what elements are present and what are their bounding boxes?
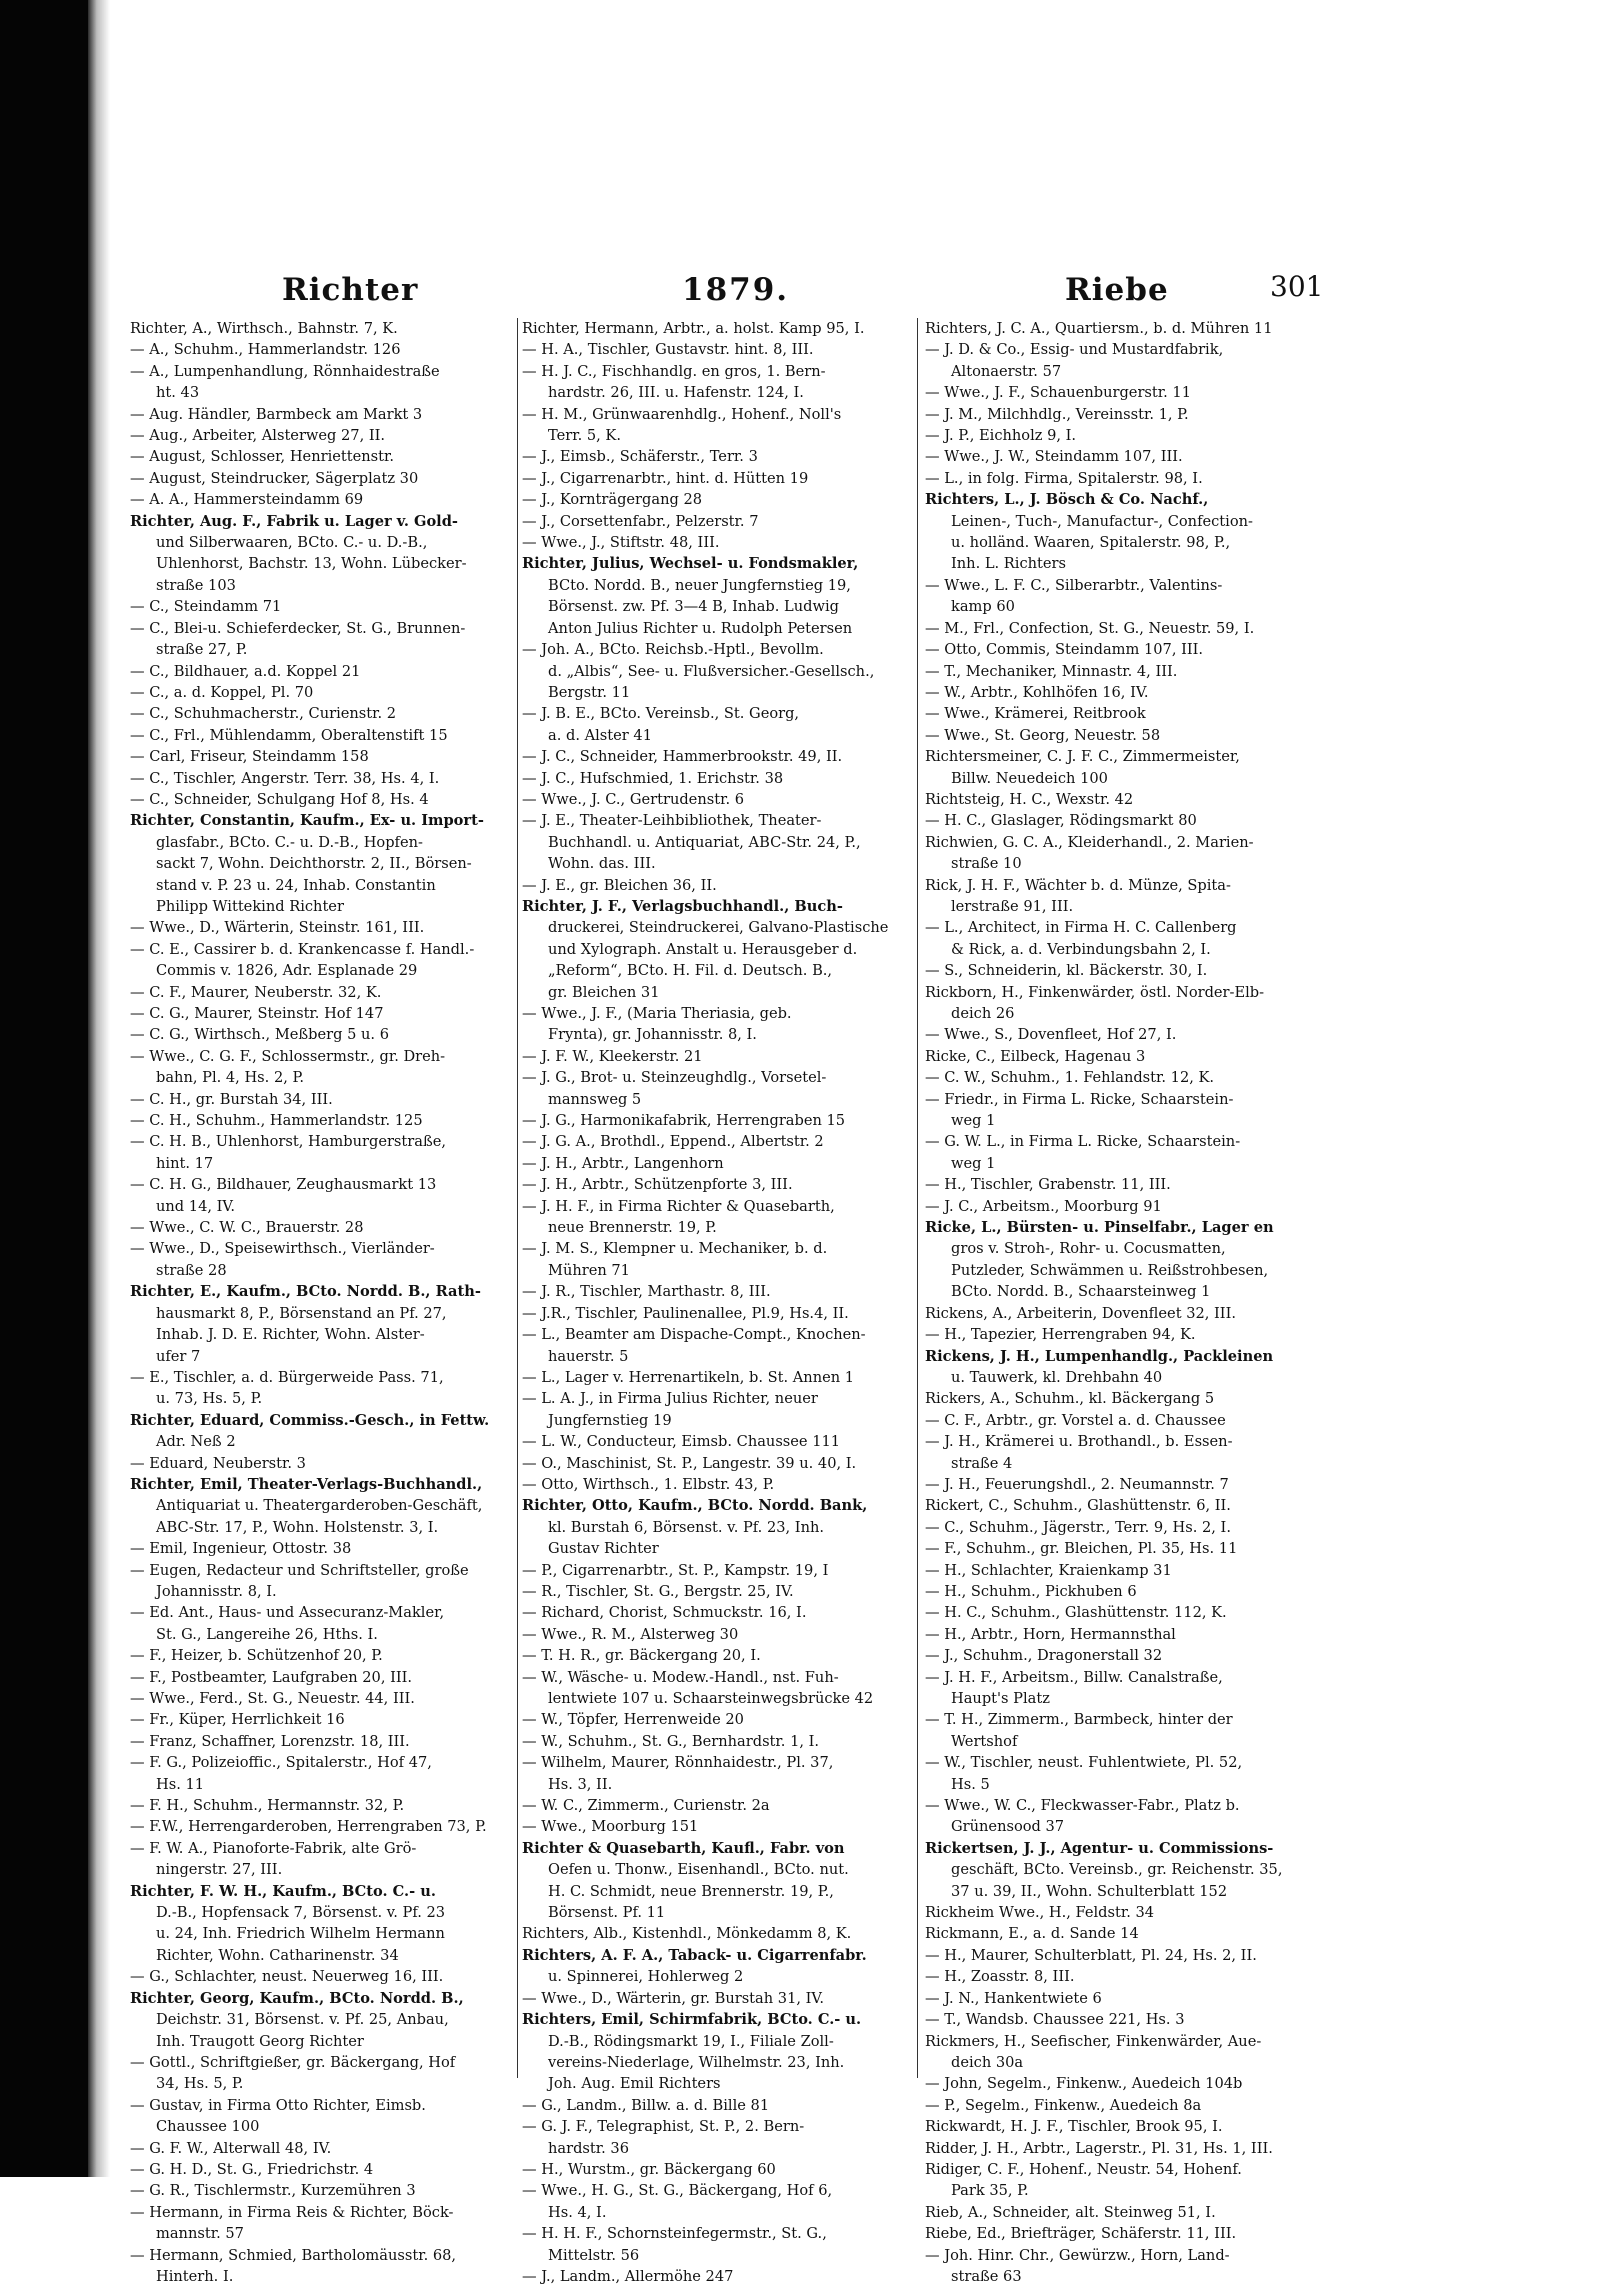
directory-entry-line: Richters, L., J. Bösch & Co. Nachf., (925, 491, 1209, 509)
directory-entry-line: ht. 43 (156, 384, 200, 402)
directory-entry-line: — J. H., Arbtr., Schützenpforte 3, III. (522, 1176, 793, 1194)
directory-entry-line: neue Brennerstr. 19, P. (548, 1219, 717, 1237)
directory-entry-line: — C. F., Maurer, Neuberstr. 32, K. (130, 983, 382, 1001)
directory-entry-line: Inh. L. Richters (951, 555, 1067, 573)
directory-entry-line: Uhlenhorst, Bachstr. 13, Wohn. Lübecker- (156, 555, 467, 573)
directory-entry-line: H. C. Schmidt, neue Brennerstr. 19, P., (548, 1882, 834, 1900)
directory-entry-line: Richter & Quasebarth, Kaufl., Fabr. von (522, 1839, 845, 1857)
header-year: 1879. (682, 272, 790, 308)
directory-entry-line: — H., Schlachter, Kraienkamp 31 (925, 1561, 1172, 1579)
directory-entry-line: Richters, Emil, Schirmfabrik, BCto. C.- u. (522, 2011, 862, 2029)
directory-entry-line: Richter, Georg, Kaufm., BCto. Nordd. B., (130, 1989, 464, 2007)
directory-entry-line: & Rick, a. d. Verbindungsbahn 2, I. (951, 940, 1211, 958)
directory-entry-line: kl. Burstah 6, Börsenst. v. Pf. 23, Inh. (548, 1518, 825, 1536)
directory-entry-line: Ridiger, C. F., Hohenf., Neustr. 54, Hohenf. (925, 2160, 1242, 2178)
directory-entry-line: — Wwe., J. W., Steindamm 107, III. (925, 448, 1183, 466)
directory-entry-line: ningerstr. 27, III. (156, 1861, 283, 1879)
directory-entry-line: Commis v. 1826, Adr. Esplanade 29 (156, 962, 418, 980)
directory-entry-line: — J., Kornträgergang 28 (522, 491, 703, 509)
directory-entry-line: — G. R., Tischlermstr., Kurzemühren 3 (130, 2182, 416, 2200)
directory-entry-line: hint. 17 (156, 1154, 214, 1172)
directory-entry-line: Richter, Wohn. Catharinenstr. 34 (156, 1946, 399, 1964)
directory-entry-line: Wertshof (951, 1732, 1018, 1750)
directory-entry-line: — Emil, Ingenieur, Ottostr. 38 (130, 1540, 352, 1558)
directory-entry-line: — C., a. d. Koppel, Pl. 70 (130, 683, 314, 701)
directory-entry-line: — Friedr., in Firma L. Ricke, Schaarstein- (925, 1090, 1234, 1108)
directory-entry-line: gr. Bleichen 31 (548, 983, 660, 1001)
header-right-keyword: Riebe (1065, 272, 1169, 308)
directory-entry-line: — A., Lumpenhandlung, Rönnhaidestraße (130, 362, 440, 380)
directory-entry-line: Richter, J. F., Verlagsbuchhandl., Buch- (522, 897, 843, 915)
directory-entry-line: — J. H., Krämerei u. Brothandl., b. Essen- (925, 1433, 1233, 1451)
directory-entry-line: — J. G., Brot- u. Steinzeughdlg., Vorsetel- (522, 1069, 827, 1087)
directory-entry-line: — C. H. B., Uhlenhorst, Hamburgerstraße, (130, 1133, 446, 1151)
directory-entry-line: — Wwe., Ferd., St. G., Neuestr. 44, III. (130, 1690, 415, 1707)
directory-entry-line: BCto. Nordd. B., Schaarsteinweg 1 (951, 1283, 1211, 1301)
directory-entry-line: — G. W. L., in Firma L. Ricke, Schaarstein- (925, 1133, 1241, 1151)
directory-entry-line: lentwiete 107 u. Schaarsteinwegsbrücke 42 (548, 1690, 874, 1707)
directory-entry-line: — J. E., gr. Bleichen 36, II. (522, 876, 717, 894)
directory-entry-line: Ricke, C., Eilbeck, Hagenau 3 (925, 1047, 1146, 1065)
directory-entry-line: St. G., Langereihe 26, Hths. I. (156, 1625, 378, 1643)
directory-entry-line: u. Spinnerei, Hohlerweg 2 (548, 1968, 744, 1986)
directory-entry-line: — J. G. A., Brothdl., Eppend., Albertstr. 2 (522, 1133, 824, 1151)
directory-entry-line: Anton Julius Richter u. Rudolph Petersen (548, 619, 853, 637)
directory-entry-line: — Wwe., St. Georg, Neuestr. 58 (925, 726, 1161, 744)
directory-entry-line: — J., Cigarrenarbtr., hint. d. Hütten 19 (522, 469, 809, 487)
directory-entry-line: — J. E., Theater-Leihbibliothek, Theater- (522, 812, 822, 830)
directory-entry-line: glasfabr., BCto. C.- u. D.-B., Hopfen- (156, 833, 423, 851)
directory-entry-line: — Gustav, in Firma Otto Richter, Eimsb. (130, 2096, 426, 2114)
directory-entry-line: — A. A., Hammersteindamm 69 (130, 491, 364, 509)
directory-entry-line: — C., Steindamm 71 (130, 598, 282, 616)
directory-entry-line: Joh. Aug. Emil Richters (548, 2075, 721, 2093)
directory-entry-line: — J., Schuhm., Dragonerstall 32 (925, 1647, 1163, 1665)
directory-entry-line: Richter, Hermann, Arbtr., a. holst. Kamp 95, I. (522, 320, 865, 337)
directory-entry-line: mannstr. 57 (156, 2225, 244, 2243)
directory-entry-line: — T., Mechaniker, Minnastr. 4, III. (925, 662, 1178, 680)
directory-entry-line: Wohn. das. III. (548, 855, 656, 873)
directory-entry-line: — F. G., Polizeioffic., Spitalerstr., Hof 47, (130, 1754, 432, 1772)
directory-entry-line: — C. E., Cassirer b. d. Krankencasse f. Handl.- (130, 940, 475, 958)
column-divider (917, 318, 918, 2078)
directory-entry-line: Ridder, J. H., Arbtr., Lagerstr., Pl. 31, Hs. 1, III. (925, 2139, 1273, 2157)
directory-entry-line: Hs. 5 (951, 1775, 990, 1793)
directory-entry-line: — Eduard, Neuberstr. 3 (130, 1454, 306, 1472)
directory-entry-line: — J. M. S., Klempner u. Mechaniker, b. d. (522, 1240, 828, 1258)
directory-entry-line: — T., Wandsb. Chaussee 221, Hs. 3 (925, 2011, 1185, 2029)
directory-entry-line: — Carl, Friseur, Steindamm 158 (130, 748, 369, 766)
directory-entry-line: Mühren 71 (548, 1261, 630, 1279)
directory-entry-line: — Wwe., D., Wärterin, Steinstr. 161, III. (130, 919, 425, 937)
directory-entry-line: Buchhandl. u. Antiquariat, ABC-Str. 24, P., (548, 833, 861, 851)
directory-entry-line: Ricke, L., Bürsten- u. Pinselfabr., Lager en (925, 1219, 1274, 1237)
directory-entry-line: — G., Landm., Billw. a. d. Bille 81 (522, 2096, 770, 2114)
directory-entry-line: und Xylograph. Anstalt u. Herausgeber d. (548, 940, 858, 958)
directory-entry-line: Richter, E., Kaufm., BCto. Nordd. B., Rath- (130, 1283, 481, 1301)
directory-entry-line: straße 4 (951, 1454, 1013, 1472)
directory-entry-line: — G. F. W., Alterwall 48, IV. (130, 2139, 332, 2157)
directory-entry-line: — J. D. & Co., Essig- und Mustardfabrik, (925, 341, 1224, 359)
directory-entry-line: — Fr., Küper, Herrlichkeit 16 (130, 1711, 345, 1729)
directory-entry-line: Hs. 4, I. (548, 2203, 607, 2221)
directory-entry-line: — Wwe., W. C., Fleckwasser-Fabr., Platz b. (925, 1797, 1240, 1815)
directory-entry-line: — Wwe., C. G. F., Schlossermstr., gr. Dreh- (130, 1047, 446, 1065)
directory-entry-line: — C., Schuhmacherstr., Curienstr. 2 (130, 705, 397, 723)
directory-entry-line: — Hermann, Schmied, Bartholomäusstr. 68, (130, 2246, 457, 2264)
directory-entry-line: hausmarkt 8, P., Börsenstand an Pf. 27, (156, 1304, 447, 1322)
directory-entry-line: — Joh. Hinr. Chr., Gewürzw., Horn, Land- (925, 2246, 1230, 2264)
directory-entry-line: — Wilhelm, Maurer, Rönnhaidestr., Pl. 37, (522, 1754, 834, 1772)
directory-entry-line: Rickert, C., Schuhm., Glashüttenstr. 6, II. (925, 1497, 1231, 1515)
page-number: 301 (1270, 270, 1324, 303)
directory-entry-line: — J., Corsettenfabr., Pelzerstr. 7 (522, 512, 759, 530)
directory-entry-line: hardstr. 26, III. u. Hafenstr. 124, I. (548, 384, 804, 402)
directory-entry-line: — H. A., Tischler, Gustavstr. hint. 8, III. (522, 341, 814, 359)
directory-entry-line: — R., Tischler, St. G., Bergstr. 25, IV. (522, 1582, 794, 1600)
directory-entry-line: Grünensood 37 (951, 1818, 1065, 1836)
directory-entry-line: — L., Architect, in Firma H. C. Callenberg (925, 919, 1237, 937)
directory-entry-line: — Wwe., R. M., Alsterweg 30 (522, 1625, 739, 1643)
directory-entry-line: Richter, Otto, Kaufm., BCto. Nordd. Bank, (522, 1497, 868, 1515)
directory-entry-line: — Otto, Wirthsch., 1. Elbstr. 43, P. (522, 1475, 775, 1493)
directory-entry-line: — Wwe., S., Dovenfleet, Hof 27, I. (925, 1026, 1177, 1044)
directory-entry-line: — J. G., Harmonikafabrik, Herrengraben 15 (522, 1112, 846, 1130)
directory-entry-line: und 14, IV. (156, 1197, 236, 1215)
directory-entry-line: straße 63 (951, 2267, 1022, 2285)
directory-entry-line: — J. M., Milchhdlg., Vereinsstr. 1, P. (925, 405, 1189, 423)
directory-entry-line: D.-B., Rödingsmarkt 19, I., Filiale Zoll- (548, 2032, 834, 2050)
directory-entry-line: — C., Schuhm., Jägerstr., Terr. 9, Hs. 2, I. (925, 1518, 1231, 1536)
directory-entry-line: — T. H. R., gr. Bäckergang 20, I. (522, 1647, 761, 1665)
directory-entry-line: sackt 7, Wohn. Deichthorstr. 2, II., Börsen- (156, 855, 472, 873)
directory-entry-line: — F., Postbeamter, Laufgraben 20, III. (130, 1668, 413, 1686)
directory-entry-line: — E., Tischler, a. d. Bürgerweide Pass. 71, (130, 1368, 444, 1386)
directory-entry-line: — C. H., Schuhm., Hammerlandstr. 125 (130, 1112, 423, 1130)
directory-entry-line: Haupt's Platz (951, 1690, 1050, 1707)
directory-entry-line: weg 1 (951, 1154, 996, 1172)
directory-entry-line: Rickwardt, H. J. F., Tischler, Brook 95, I. (925, 2118, 1223, 2136)
scan-black-margin (0, 0, 88, 2177)
directory-entry-line: gros v. Stroh-, Rohr- u. Cocusmatten, (951, 1240, 1226, 1258)
directory-entry-line: ufer 7 (156, 1347, 201, 1365)
directory-entry-line: Richtersmeiner, C. J. F. C., Zimmermeister, (925, 748, 1240, 766)
directory-entry-line: Richter, Aug. F., Fabrik u. Lager v. Gold- (130, 512, 458, 530)
directory-entry-line: — Franz, Schaffner, Lorenzstr. 18, III. (130, 1732, 410, 1750)
directory-entry-line: — Wwe., H. G., St. G., Bäckergang, Hof 6, (522, 2182, 833, 2200)
directory-entry-line: — August, Schlosser, Henriettenstr. (130, 448, 395, 466)
directory-entry-line: — Wwe., J. C., Gertrudenstr. 6 (522, 790, 745, 808)
directory-entry-line: deich 30a (951, 2053, 1024, 2071)
directory-entry-line: Rieb, A., Schneider, alt. Steinweg 51, I. (925, 2203, 1216, 2221)
directory-entry-line: — P., Cigarrenarbtr., St. P., Kampstr. 19, I (522, 1561, 829, 1579)
directory-entry-line: und Silberwaaren, BCto. C.- u. D.-B., (156, 534, 428, 552)
directory-entry-line: — M., Frl., Confection, St. G., Neuestr. 59, I. (925, 619, 1255, 637)
directory-entry-line: u. 73, Hs. 5, P. (156, 1390, 263, 1408)
directory-entry-line: — Eugen, Redacteur und Schriftsteller, große (130, 1561, 469, 1579)
directory-entry-line: — C., Blei-u. Schieferdecker, St. G., Brunnen- (130, 619, 466, 637)
directory-entry-line: — August, Steindrucker, Sägerplatz 30 (130, 469, 419, 487)
directory-entry-line: — Aug., Arbeiter, Alsterweg 27, II. (130, 427, 386, 445)
directory-entry-line: — Wwe., L. F. C., Silberarbtr., Valentins- (925, 576, 1223, 594)
directory-entry-line: — A., Schuhm., Hammerlandstr. 126 (130, 341, 401, 359)
directory-entry-line: — F.W., Herrengarderoben, Herrengraben 73, P. (130, 1818, 487, 1836)
directory-entry-line: vereins-Niederlage, Wilhelmstr. 23, Inh. (548, 2053, 845, 2071)
directory-entry-line: — J. C., Schneider, Hammerbrookstr. 49, II. (522, 748, 843, 766)
directory-entry-line: Philipp Wittekind Richter (156, 897, 344, 915)
directory-entry-line: Richter, F. W. H., Kaufm., BCto. C.- u. (130, 1882, 436, 1900)
directory-entry-line: 37 u. 39, II., Wohn. Schulterblatt 152 (951, 1882, 1228, 1900)
directory-entry-line: Hs. 11 (156, 1775, 205, 1793)
directory-entry-line: — C. H. G., Bildhauer, Zeughausmarkt 13 (130, 1176, 437, 1194)
directory-entry-line: — H. M., Grünwaarenhdlg., Hohenf., Noll's (522, 405, 842, 423)
directory-entry-line: — Wwe., J. F., (Maria Theriasia, geb. (522, 1005, 792, 1022)
directory-entry-line: Rickmers, H., Seefischer, Finkenwärder, Aue- (925, 2032, 1262, 2050)
directory-entry-line: — H. H. F., Schornsteinfegermstr., St. G., (522, 2225, 827, 2243)
directory-entry-line: — Joh. A., BCto. Reichsb.-Hptl., Bevollm. (522, 641, 824, 659)
directory-entry-line: — C. W., Schuhm., 1. Fehlandstr. 12, K. (925, 1069, 1215, 1087)
directory-entry-line: — Wwe., J., Stiftstr. 48, III. (522, 534, 720, 552)
directory-entry-line: hauerstr. 5 (548, 1347, 629, 1365)
directory-entry-line: — John, Segelm., Finkenw., Auedeich 104b (925, 2075, 1243, 2093)
directory-entry-line: — Wwe., Moorburg 151 (522, 1818, 699, 1836)
directory-entry-line: geschäft, BCto. Vereinsb., gr. Reichenstr. 35, (951, 1861, 1283, 1879)
directory-entry-line: Billw. Neuedeich 100 (951, 769, 1108, 787)
directory-entry-line: Jungfernstieg 19 (548, 1411, 672, 1429)
directory-entry-line: Rickertsen, J. J., Agentur- u. Commissions- (925, 1839, 1274, 1857)
directory-entry-line: Inhab. J. D. E. Richter, Wohn. Alster- (156, 1326, 425, 1344)
directory-entry-line: Deichstr. 31, Börsenst. v. Pf. 25, Anbau, (156, 2011, 449, 2029)
directory-entry-line: — C., Tischler, Angerstr. Terr. 38, Hs. 4, I. (130, 769, 440, 787)
directory-entry-line: — J. C., Arbeitsm., Moorburg 91 (925, 1197, 1162, 1215)
directory-entry-line: — Wwe., D., Wärterin, gr. Burstah 31, IV. (522, 1989, 825, 2007)
directory-entry-line: Adr. Neß 2 (156, 1433, 236, 1451)
directory-entry-line: straße 10 (951, 855, 1022, 873)
directory-entry-line: Rick, J. H. F., Wächter b. d. Münze, Spita- (925, 876, 1231, 894)
directory-entry-line: — W. C., Zimmerm., Curienstr. 2a (522, 1797, 770, 1815)
directory-entry-line: straße 27, P. (156, 641, 248, 659)
directory-entry-line: — G. H. D., St. G., Friedrichstr. 4 (130, 2160, 374, 2178)
directory-entry-line: — L., Lager v. Herrenartikeln, b. St. Annen 1 (522, 1368, 855, 1386)
header-left-keyword: Richter (282, 272, 419, 308)
directory-entry-line: Putzleder, Schwämmen u. Reißstrohbesen, (951, 1261, 1269, 1279)
directory-entry-line: stand v. P. 23 u. 24, Inhab. Constantin (156, 876, 436, 894)
directory-entry-line: — Aug. Händler, Barmbeck am Markt 3 (130, 405, 423, 423)
directory-entry-line: 34, Hs. 5, P. (156, 2075, 244, 2093)
directory-entry-line: Johannisstr. 8, I. (156, 1582, 277, 1600)
directory-entry-line: Börsenst. zw. Pf. 3—4 B, Inhab. Ludwig (548, 598, 839, 616)
directory-entry-line: — J. B. E., BCto. Vereinsb., St. Georg, (522, 705, 800, 723)
directory-entry-line: Richter, Julius, Wechsel- u. Fondsmakler, (522, 555, 859, 573)
directory-entry-line: — Richard, Chorist, Schmuckstr. 16, I. (522, 1604, 807, 1622)
directory-entry-line: Riebe, Ed., Briefträger, Schäferstr. 11, III. (925, 2225, 1237, 2243)
directory-entry-line: — J. H. F., in Firma Richter & Quasebarth, (522, 1197, 835, 1215)
directory-entry-line: Mittelstr. 56 (548, 2246, 640, 2264)
directory-entry-line: Rickers, A., Schuhm., kl. Bäckergang 5 (925, 1390, 1215, 1408)
directory-entry-line: — L., Beamter am Dispache-Compt., Knochen- (522, 1326, 866, 1344)
directory-entry-line: — C. G., Maurer, Steinstr. Hof 147 (130, 1005, 384, 1022)
directory-entry-line: „Reform“, BCto. H. Fil. d. Deutsch. B., (548, 962, 833, 980)
directory-entry-line: — W., Tischler, neust. Fuhlentwiete, Pl. 52, (925, 1754, 1243, 1772)
directory-entry-line: — L. A. J., in Firma Julius Richter, neuer (522, 1390, 818, 1408)
directory-entry-line: druckerei, Steindruckerei, Galvano-Plastische (548, 919, 889, 937)
directory-entry-line: lerstraße 91, III. (951, 897, 1074, 915)
directory-entry-line: Rickens, J. H., Lumpenhandlg., Packleinen (925, 1347, 1274, 1365)
directory-entry-line: — F., Schuhm., gr. Bleichen, Pl. 35, Hs. 11 (925, 1540, 1238, 1558)
directory-entry-line: — W., Schuhm., St. G., Bernhardstr. 1, I. (522, 1732, 820, 1750)
page-header (130, 272, 1325, 322)
directory-entry-line: weg 1 (951, 1112, 996, 1130)
directory-entry-line: Richter, Emil, Theater-Verlags-Buchhandl., (130, 1475, 483, 1493)
directory-entry-line: Frynta), gr. Johannisstr. 8, I. (548, 1026, 757, 1044)
directory-entry-line: straße 28 (156, 1261, 227, 1279)
directory-entry-line: — Hermann, in Firma Reis & Richter, Böck- (130, 2203, 454, 2221)
directory-entry-line: — H., Schuhm., Pickhuben 6 (925, 1582, 1137, 1600)
column-divider (517, 318, 518, 2078)
directory-entry-line: — W., Töpfer, Herrenweide 20 (522, 1711, 744, 1729)
directory-entry-line: Börsenst. Pf. 11 (548, 1904, 666, 1922)
directory-entry-line: Inh. Traugott Georg Richter (156, 2032, 364, 2050)
directory-entry-line: — J., Eimsb., Schäferstr., Terr. 3 (522, 448, 758, 466)
directory-entry-line: — J. F. W., Kleekerstr. 21 (522, 1047, 703, 1065)
directory-entry-line: BCto. Nordd. B., neuer Jungfernstieg 19, (548, 576, 851, 594)
directory-entry-line: kamp 60 (951, 598, 1015, 616)
directory-entry-line: — H., Tischler, Grabenstr. 11, III. (925, 1176, 1171, 1194)
directory-entry-line: straße 103 (156, 576, 236, 594)
directory-entry-line: — H. J. C., Fischhandlg. en gros, 1. Bern- (522, 362, 826, 380)
directory-entry-line: u. holländ. Waaren, Spitalerstr. 98, P., (951, 534, 1231, 552)
directory-entry-line: — H., Tapezier, Herrengraben 94, K. (925, 1326, 1196, 1344)
directory-entry-line: — L., in folg. Firma, Spitalerstr. 98, I. (925, 469, 1203, 487)
directory-entry-line: Richter, Eduard, Commiss.-Gesch., in Fettw. (130, 1411, 490, 1429)
directory-entry-line: Park 35, P. (951, 2182, 1029, 2200)
directory-entry-line: — J. R., Tischler, Marthastr. 8, III. (522, 1283, 771, 1301)
directory-entry-line: Bergstr. 11 (548, 683, 631, 701)
directory-column-1 (130, 318, 510, 2285)
directory-entry-line: Rickborn, H., Finkenwärder, östl. Norder-Elb- (925, 983, 1265, 1001)
directory-entry-line: — W., Wäsche- u. Modew.-Handl., nst. Fuh- (522, 1668, 839, 1686)
directory-entry-line: — C., Frl., Mühlendamm, Oberaltenstift 15 (130, 726, 448, 744)
directory-entry-line: Richtsteig, H. C., Wexstr. 42 (925, 790, 1134, 808)
directory-entry-line: — H., Zoasstr. 8, III. (925, 1968, 1075, 1986)
directory-entry-line: a. d. Alster 41 (548, 726, 652, 744)
directory-entry-line: — J. N., Hankentwiete 6 (925, 1989, 1102, 2007)
directory-entry-line: — C. G., Wirthsch., Meßberg 5 u. 6 (130, 1026, 389, 1044)
directory-entry-line: — W., Arbtr., Kohlhöfen 16, IV. (925, 683, 1149, 701)
directory-entry-line: — F. W. A., Pianoforte-Fabrik, alte Grö- (130, 1839, 417, 1857)
directory-entry-line: hardstr. 36 (548, 2139, 629, 2157)
directory-entry-line: — J. C., Hufschmied, 1. Erichstr. 38 (522, 769, 784, 787)
directory-entry-line: deich 26 (951, 1005, 1015, 1022)
directory-entry-line: Altonaerstr. 57 (951, 362, 1062, 380)
directory-entry-line: — J. H., Feuerungshdl., 2. Neumannstr. 7 (925, 1475, 1229, 1493)
directory-entry-line: Richwien, G. C. A., Kleiderhandl., 2. Marien- (925, 833, 1254, 851)
directory-entry-line: — H. C., Glaslager, Rödingsmarkt 80 (925, 812, 1197, 830)
directory-entry-line: bahn, Pl. 4, Hs. 2, P. (156, 1069, 305, 1087)
directory-entry-line: Rickmann, E., a. d. Sande 14 (925, 1925, 1139, 1943)
directory-entry-line: — C. H., gr. Burstah 34, III. (130, 1090, 333, 1108)
directory-entry-line: Antiquariat u. Theatergarderoben-Geschäft, (156, 1497, 483, 1515)
directory-entry-line: Hs. 3, II. (548, 1775, 613, 1793)
directory-entry-line: — Wwe., J. F., Schauenburgerstr. 11 (925, 384, 1191, 402)
directory-entry-line: — Otto, Commis, Steindamm 107, III. (925, 641, 1204, 659)
directory-entry-line: — G., Schlachter, neust. Neuerweg 16, III. (130, 1968, 444, 1986)
directory-entry-line: — S., Schneiderin, kl. Bäckerstr. 30, I. (925, 962, 1208, 980)
directory-entry-line: mannsweg 5 (548, 1090, 642, 1108)
directory-entry-line: Richters, Alb., Kistenhdl., Mönkedamm 8, K. (522, 1925, 852, 1943)
page-gutter-shadow (88, 0, 110, 2177)
directory-column-3 (925, 318, 1305, 2285)
directory-entry-line: — C., Bildhauer, a.d. Koppel 21 (130, 662, 361, 680)
directory-entry-line: Richters, A. F. A., Taback- u. Cigarrenfabr. (522, 1946, 867, 1964)
directory-entry-line: — J. H. F., Arbeitsm., Billw. Canalstraße, (925, 1668, 1223, 1686)
directory-entry-line: Hinterh. I. (156, 2267, 234, 2285)
directory-entry-line: Richter, A., Wirthsch., Bahnstr. 7, K. (130, 320, 398, 337)
directory-entry-line: ABC-Str. 17, P., Wohn. Holstenstr. 3, I. (156, 1518, 439, 1536)
directory-entry-line: Terr. 5, K. (548, 427, 621, 445)
directory-entry-line: — O., Maschinist, St. P., Langestr. 39 u. 40, I. (522, 1454, 857, 1472)
directory-entry-line: — T. H., Zimmerm., Barmbeck, hinter der (925, 1711, 1233, 1729)
directory-entry-line: — H., Maurer, Schulterblatt, Pl. 24, Hs. 2, II. (925, 1946, 1257, 1964)
directory-entry-line: Rickheim Wwe., H., Feldstr. 34 (925, 1904, 1155, 1922)
directory-entry-line: — J.R., Tischler, Paulinenallee, Pl.9, Hs.4, II. (522, 1304, 849, 1322)
directory-entry-line: — L. W., Conducteur, Eimsb. Chaussee 111 (522, 1433, 841, 1451)
directory-entry-line: — J., Landm., Allermöhe 247 (522, 2267, 734, 2285)
directory-entry-line: Richters, J. C. A., Quartiersm., b. d. Mühren 11 (925, 320, 1273, 337)
directory-entry-line: Leinen-, Tuch-, Manufactur-, Confection- (951, 512, 1253, 530)
directory-entry-line: Chaussee 100 (156, 2118, 260, 2136)
directory-entry-line: D.-B., Hopfensack 7, Börsenst. v. Pf. 23 (156, 1904, 446, 1922)
directory-entry-line: Rickens, A., Arbeiterin, Dovenfleet 32, III. (925, 1304, 1236, 1322)
directory-entry-line: — Gottl., Schriftgießer, gr. Bäckergang, Hof (130, 2053, 456, 2071)
directory-column-2 (522, 318, 902, 2285)
directory-entry-line: — H. C., Schuhm., Glashüttenstr. 112, K. (925, 1604, 1227, 1622)
directory-entry-line: Oefen u. Thonw., Eisenhandl., BCto. nut. (548, 1861, 849, 1879)
directory-entry-line: — G. J. F., Telegraphist, St. P., 2. Bern- (522, 2118, 805, 2136)
directory-entry-line: d. „Albis“, See- u. Flußversicher.-Gesellsch., (548, 662, 875, 680)
directory-entry-line: u. 24, Inh. Friedrich Wilhelm Hermann (156, 1925, 445, 1943)
directory-entry-line: — P., Segelm., Finkenw., Auedeich 8a (925, 2096, 1202, 2114)
directory-entry-line: — Wwe., Krämerei, Reitbrook (925, 705, 1146, 723)
directory-entry-line: — F. H., Schuhm., Hermannstr. 32, P. (130, 1797, 405, 1815)
directory-entry-line: — Ed. Ant., Haus- und Assecuranz-Makler, (130, 1604, 445, 1622)
directory-entry-line: — C. F., Arbtr., gr. Vorstel a. d. Chaussee (925, 1411, 1226, 1429)
directory-entry-line: Gustav Richter (548, 1540, 659, 1558)
directory-entry-line: — J. P., Eichholz 9, I. (925, 427, 1077, 445)
directory-entry-line: — H., Arbtr., Horn, Hermannsthal (925, 1625, 1176, 1643)
directory-entry-line: Richter, Constantin, Kaufm., Ex- u. Import- (130, 812, 484, 830)
directory-entry-line: u. Tauwerk, kl. Drehbahn 40 (951, 1368, 1163, 1386)
directory-entry-line: — F., Heizer, b. Schützenhof 20, P. (130, 1647, 383, 1665)
directory-entry-line: — C., Schneider, Schulgang Hof 8, Hs. 4 (130, 790, 429, 808)
directory-entry-line: — Wwe., D., Speisewirthsch., Vierländer- (130, 1240, 435, 1258)
directory-entry-line: — J. H., Arbtr., Langenhorn (522, 1154, 724, 1172)
directory-entry-line: — Wwe., C. W. C., Brauerstr. 28 (130, 1219, 364, 1237)
directory-entry-line: — H., Wurstm., gr. Bäckergang 60 (522, 2160, 776, 2178)
